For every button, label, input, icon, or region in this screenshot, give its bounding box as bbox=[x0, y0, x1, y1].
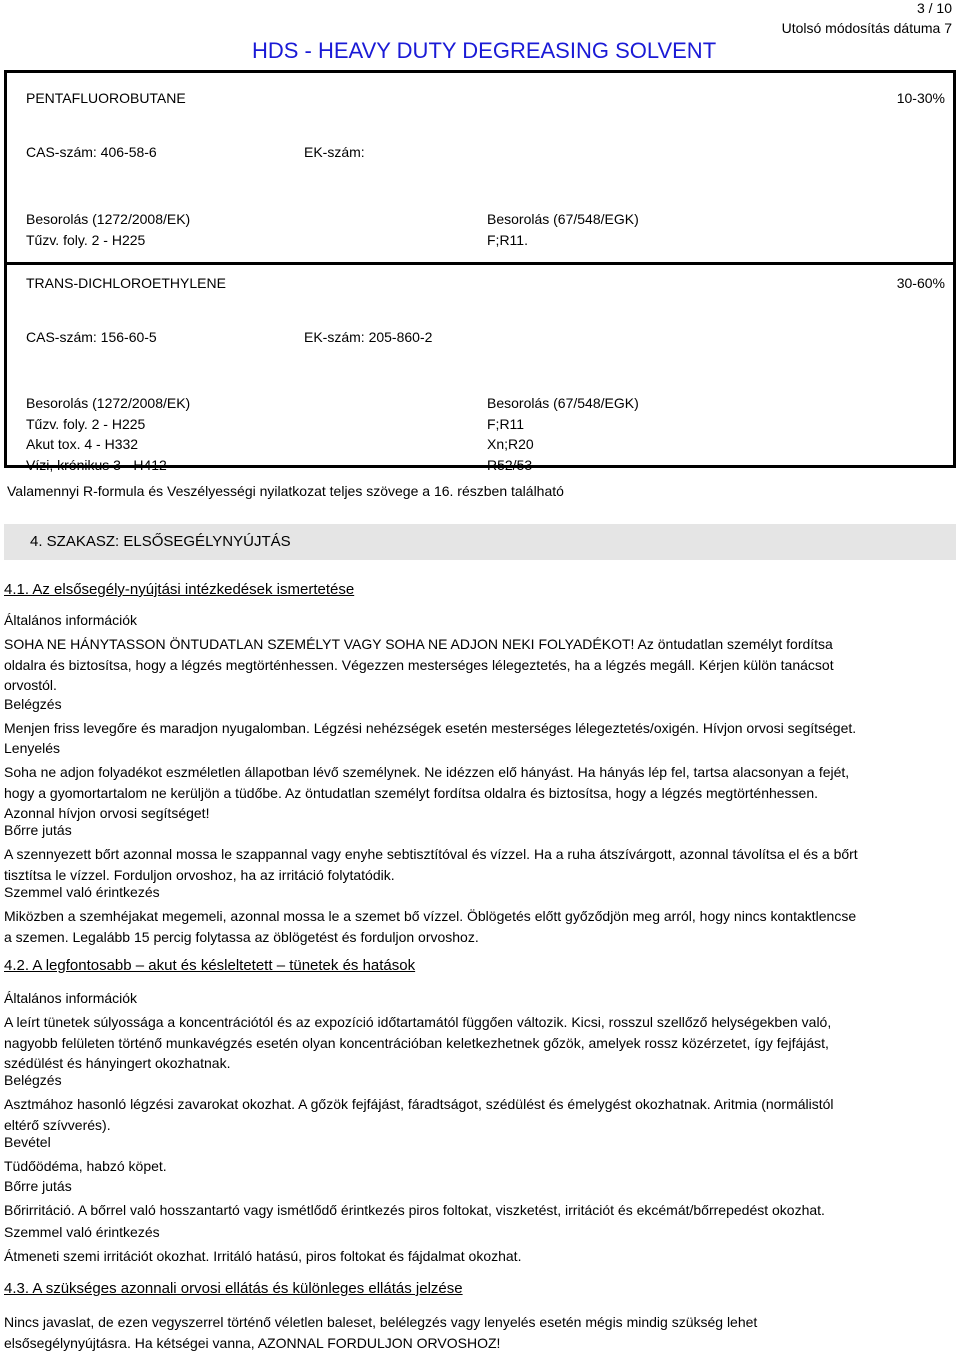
page-number: 3 / 10 bbox=[916, 0, 952, 16]
cas-number: CAS-szám: 406-58-6 bbox=[26, 144, 157, 160]
skin-contact-text: Bőrirritáció. A bőrrel való hosszantartó vagy ismétlődő érintkezés piros foltokat, viszketést, irritációt és ekcémát/bőrrepedést okozhat. bbox=[4, 1202, 825, 1218]
ingestion-label: Bevétel bbox=[4, 1134, 51, 1150]
ingestion-text: Soha ne adjon folyadékot eszméletlen állapotban lévő személynek. Ne idézzen elő hányást. Ha hányás lép fel, tartsa alacsonyan a fejét, hogy a gyomortartalom ne kerüljön a tüdőbe. Az öntudatlan személyt fordítsa oldalra és biztosítsa, hogy a légzés megtörténhessen. Azonnal hívjon orvosi segítséget! bbox=[4, 764, 850, 821]
skin-contact-label: Bőrre jutás bbox=[4, 1178, 72, 1194]
section-title: 4. SZAKASZ: ELSŐSEGÉLYNYÚJTÁS bbox=[30, 533, 291, 550]
general-info-label: Általános információk bbox=[4, 612, 138, 628]
classification-clp: Besorolás (1272/2008/EK) Tűzv. foly. 2 - H225 Akut tox. 4 - H332 Vízi, krónikus 3 - H412 bbox=[26, 395, 191, 473]
component-table-pentafluorobutane bbox=[4, 70, 956, 262]
component-name: TRANS-DICHLOROETHYLENE bbox=[26, 275, 226, 291]
ingestion-label: Lenyelés bbox=[4, 740, 61, 756]
revision-date: Utolsó módosítás dátuma 7 bbox=[781, 20, 952, 36]
inhalation-label: Belégzés bbox=[4, 1072, 62, 1088]
ek-number: EK-szám: bbox=[304, 144, 365, 160]
subsection-4-2-title: 4.2. A legfontosabb – akut és késleltetett – tünetek és hatások bbox=[4, 957, 416, 974]
ingestion-text: Tüdőödéma, habzó köpet. bbox=[4, 1158, 167, 1174]
skin-contact-label: Bőrre jutás bbox=[4, 822, 72, 838]
eye-contact-label: Szemmel való érintkezés bbox=[4, 884, 160, 900]
eye-contact-text: Miközben a szemhéjakat megemeli, azonnal mossa le a szemet bő vízzel. Öblögetés előtt győződjön meg arról, hogy nincs kontaktlencse a szemen. Legalább 15 percig folytassa az öblögetést és forduljon orvoshoz. bbox=[4, 908, 857, 945]
inhalation-label: Belégzés bbox=[4, 696, 62, 712]
skin-contact-text: A szennyezett bőrt azonnal mossa le szappannal vagy enyhe sebtisztítóval és vízzel. Ha a ruha átszívárgott, azonnal távolítsa el és a bőrt tisztítsa le vízzel. Forduljon orvoshoz, ha az irritáció folytatódik. bbox=[4, 846, 858, 883]
inhalation-text: Asztmához hasonló légzési zavarokat okozhat. A gőzök fejfájást, fáradtságot, szédülést és émelygést okozhatnak. Aritmia (normálistól eltérő szívverés). bbox=[4, 1096, 834, 1133]
subsection-4-3-title: 4.3. A szükséges azonnali orvosi ellátás és különleges ellátás jelzése bbox=[4, 1280, 463, 1297]
general-info-text: A leírt tünetek súlyossága a koncentrációtól és az expozíció időtartamától függően változik. Kicsi, rosszul szellőző helységekben való, nagyobb felületen történő munkavégzés esetén olyan koncentrációban keletkezhetnek gőzök, amelyek rossz közérzetet, így fejfájást, szédülést és hányingert okozhatnak. bbox=[4, 1014, 832, 1071]
classification-dsd: Besorolás (67/548/EGK) F;R11 Xn;R20 R52/53 bbox=[487, 395, 639, 473]
inhalation-text: Menjen friss levegőre és maradjon nyugalomban. Légzési nehézségek esetén mesterséges lélegeztetés/oxigén. Hívjon orvosi segítséget. bbox=[4, 720, 857, 736]
cas-number: CAS-szám: 156-60-5 bbox=[26, 329, 157, 345]
classification-clp: Besorolás (1272/2008/EK) Tűzv. foly. 2 - H225 bbox=[26, 211, 191, 248]
ek-number: EK-szám: 205-860-2 bbox=[304, 329, 433, 345]
medical-attention-text: Nincs javaslat, de ezen vegyszerrel történő véletlen baleset, belélegzés vagy lenyelés esetén mégis mindig szükség lehet elsősegélynyújtásra. Ha kétségei vanna, AZONNAL FORDULJON ORVOSHOZ! bbox=[4, 1314, 758, 1351]
eye-contact-label: Szemmel való érintkezés bbox=[4, 1224, 160, 1240]
document-title: HDS - HEAVY DUTY DEGREASING SOLVENT bbox=[252, 38, 717, 63]
general-info-label: Általános információk bbox=[4, 990, 138, 1006]
component-name: PENTAFLUOROBUTANE bbox=[26, 90, 186, 106]
component-percent: 30-60% bbox=[896, 275, 945, 291]
component-percent: 10-30% bbox=[896, 90, 945, 106]
r-phrase-note: Valamennyi R-formula és Veszélyességi nyilatkozat teljes szövege a 16. részben található bbox=[7, 483, 564, 499]
general-info-text: SOHA NE HÁNYTASSON ÖNTUDATLAN SZEMÉLYT VAGY SOHA NE ADJON NEKI FOLYADÉKOT! Az öntudatlan személyt fordítsa oldalra és biztosítsa, hogy a légzés megtörténhessen. Végezzen mesterséges lélegeztetés, ha a légzés megáll. Kérjen külön tanácsot orvostól. bbox=[4, 636, 834, 693]
component-table-trans-dichloroethylene bbox=[4, 262, 956, 473]
classification-dsd: Besorolás (67/548/EGK) F;R11. bbox=[487, 211, 639, 248]
section-header bbox=[4, 524, 956, 560]
eye-contact-text: Átmeneti szemi irritációt okozhat. Irritáló hatású, piros foltokat és fájdalmat okozhat. bbox=[4, 1248, 522, 1264]
subsection-4-1-title: 4.1. Az elsősegély-nyújtási intézkedések ismertetése bbox=[4, 581, 355, 598]
